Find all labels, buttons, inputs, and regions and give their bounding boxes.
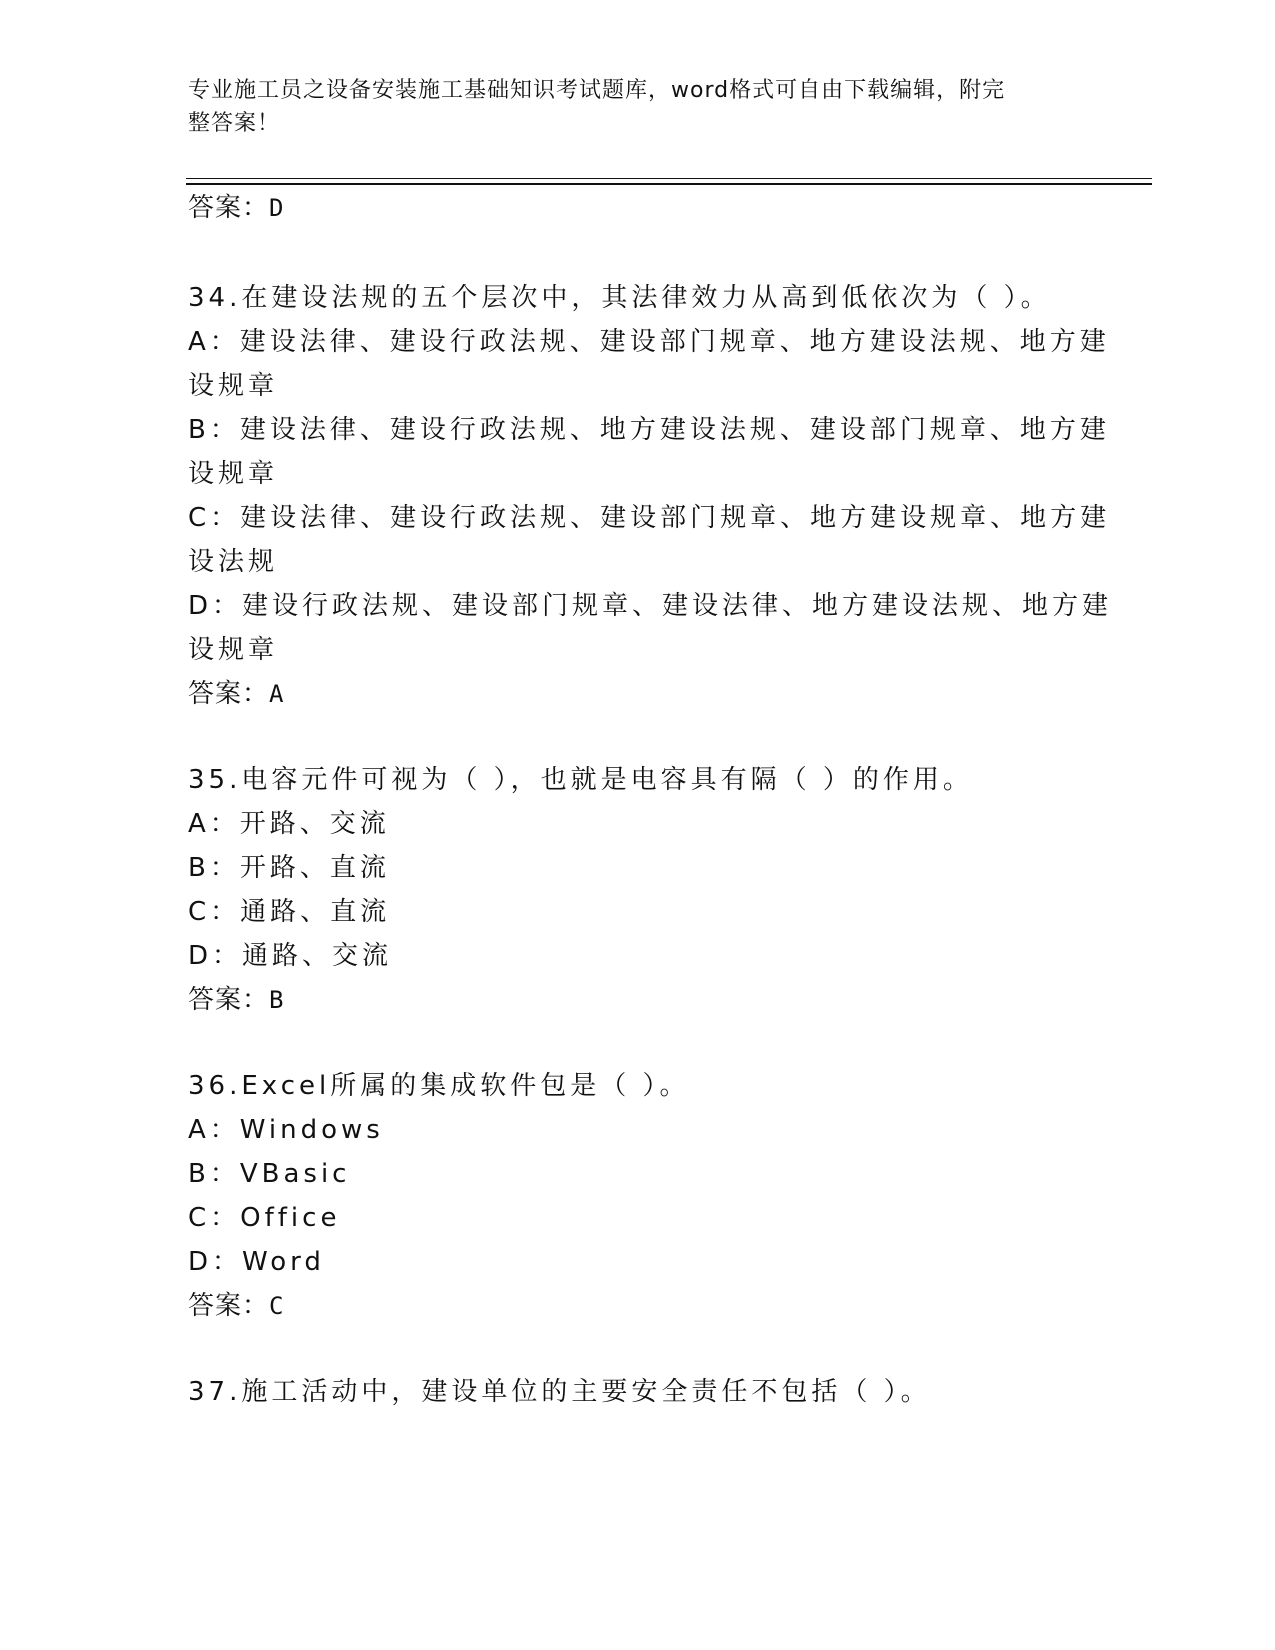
q36-option-d: D：Word xyxy=(188,1247,325,1277)
header-rule-thick xyxy=(186,183,1152,185)
answer-value: D xyxy=(269,194,285,222)
q36-option-a: A：Windows xyxy=(188,1115,384,1145)
document-header xyxy=(188,74,1068,140)
answer-value: B xyxy=(269,986,285,1014)
q36-option-c: C：Office xyxy=(188,1203,341,1233)
q34-option-b-line1: B：建设法律、建设行政法规、地方建设法规、建设部门规章、地方建 xyxy=(188,415,1110,445)
header-line-1: 专业施工员之设备安装施工基础知识考试题库，word格式可自由下载编辑，附完 xyxy=(188,78,1006,103)
header-rule-thin xyxy=(186,178,1152,179)
q35-question: 35.电容元件可视为（ ），也就是电容具有隔（ ）的作用。 xyxy=(188,765,973,795)
q37-question: 37.施工活动中，建设单位的主要安全责任不包括（ ）。 xyxy=(188,1377,931,1407)
q36-question: 36.Excel所属的集成软件包是（ ）。 xyxy=(188,1071,690,1101)
q34-answer xyxy=(188,678,284,710)
q36-option-b: B：VBasic xyxy=(188,1159,351,1189)
q35-option-a: A：开路、交流 xyxy=(188,809,390,839)
answer-value: C xyxy=(269,1292,285,1320)
q35-option-d: D：通路、交流 xyxy=(188,941,393,971)
q34-option-d-line2: 设规章 xyxy=(188,635,279,665)
q33-answer xyxy=(188,192,284,224)
answer-label: 答案： xyxy=(188,985,270,1015)
q35-option-c: C：通路、直流 xyxy=(188,897,391,927)
header-line-2: 整答案！ xyxy=(188,111,281,136)
q35-option-b: B：开路、直流 xyxy=(188,853,390,883)
answer-label: 答案： xyxy=(188,1291,270,1321)
q34-question: 34.在建设法规的五个层次中，其法律效力从高到低依次为（ ）。 xyxy=(188,283,1051,313)
answer-value: A xyxy=(269,680,285,708)
q34-option-a-line2: 设规章 xyxy=(188,371,279,401)
q34-option-c-line2: 设法规 xyxy=(188,547,279,577)
q34-option-c-line1: C：建设法律、建设行政法规、建设部门规章、地方建设规章、地方建 xyxy=(188,503,1111,533)
q34-option-d-line1: D：建设行政法规、建设部门规章、建设法律、地方建设法规、地方建 xyxy=(188,591,1113,621)
answer-label: 答案： xyxy=(188,193,270,223)
q34-option-a-line1: A：建设法律、建设行政法规、建设部门规章、地方建设法规、地方建 xyxy=(188,327,1110,357)
q35-answer xyxy=(188,984,284,1016)
q36-answer xyxy=(188,1290,284,1322)
q34-option-b-line2: 设规章 xyxy=(188,459,279,489)
answer-label: 答案： xyxy=(188,679,270,709)
